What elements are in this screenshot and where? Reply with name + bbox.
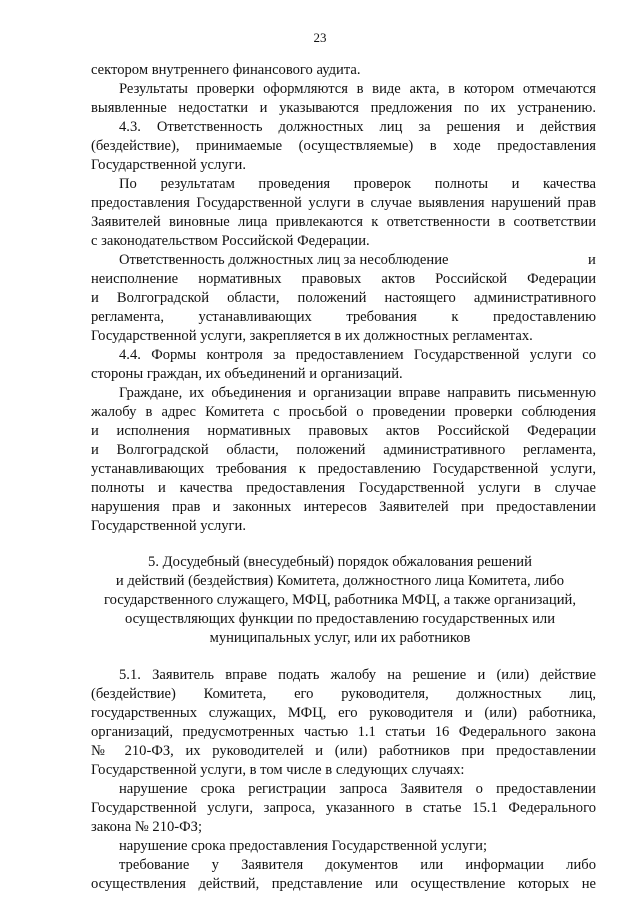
section-heading-line: и действий (бездействия) Комитета, должностного лица Комитета, либо (115, 573, 565, 589)
section-heading-line: осуществляющих функции по предоставлению государственных или (124, 611, 556, 627)
section-heading-line: государственного служащего, МФЦ, работника МФЦ, а также организаций, (104, 592, 576, 608)
text-line: Заявителей виновные лица привлекаются к ответственности в соответствии (91, 214, 596, 230)
text-line: (бездействие) Комитета, его руководителя, должностных лиц, (91, 686, 596, 702)
text-line: нарушения прав и законных интересов Заявителей при предоставлении (91, 499, 596, 515)
text-line: нарушение срока регистрации запроса Заявителя о предоставлении (119, 781, 596, 797)
text-line: с законодательством Российской Федерации. (91, 233, 370, 249)
text-line: № 210-ФЗ, их руководителей и (или) работников при предоставлении (91, 743, 596, 759)
text-line: Государственной услуги, закрепляется в их должностных регламентах. (91, 328, 533, 344)
text-line: стороны граждан, их объединений и организаций. (91, 366, 403, 382)
section-heading-line: муниципальных услуг, или их работников (209, 630, 471, 646)
text-line: жалобу в адрес Комитета с просьбой о проведении проверки соблюдения (91, 404, 596, 420)
text-line: (бездействие), принимаемые (осуществляемые) в ходе предоставления (91, 138, 596, 154)
text-line: По результатам проведения проверок полноты и качества (119, 176, 596, 192)
text-line: Государственной услуги, в том числе в следующих случаях: (91, 762, 465, 778)
text-line: выявленные недостатки и указываются предложения по их устранению. (91, 100, 596, 116)
text-line: и Волгоградской области, положений настоящего административного (91, 290, 596, 306)
text-line: Государственной услуги. (91, 157, 246, 173)
text-line: Государственной услуги. (91, 518, 246, 534)
text-line: Результаты проверки оформляются в виде акта, в котором отмечаются (119, 81, 596, 97)
section-heading-line: 5. Досудебный (внесудебный) порядок обжалования решений (148, 554, 532, 570)
text-line: и исполнения нормативных правовых актов Российской Федерации (91, 423, 596, 439)
text-line: предоставления Государственной услуги в случае выявления нарушений прав (91, 195, 596, 211)
text-line: 4.4. Формы контроля за предоставлением Государственной услуги со (119, 347, 596, 363)
text-line: осуществления действий, представление или осуществление которых не (91, 876, 596, 892)
text-line: Граждане, их объединения и организации вправе направить письменную (119, 385, 596, 401)
text-line: 4.3. Ответственность должностных лиц за решения и действия (119, 119, 596, 135)
text-line: и Волгоградской области, положений административного регламента, (91, 442, 596, 458)
page-number: 23 (313, 30, 327, 45)
text-line: устанавливающих требования к предоставлению Государственной услуги, (91, 461, 596, 477)
text-line: Ответственность должностных лиц за несоблюдение (119, 252, 449, 268)
text-line: 5.1. Заявитель вправе подать жалобу на решение и (или) действие (119, 667, 596, 683)
text-line: сектором внутреннего финансового аудита. (91, 62, 361, 78)
text-line: организаций, предусмотренных частью 1.1 статьи 16 Федерального закона (91, 724, 596, 740)
text-line: требование у Заявителя документов или информации либо (119, 857, 596, 873)
text-line: неисполнение нормативных правовых актов Российской Федерации (91, 271, 596, 287)
text-line: Государственной услуги, запроса, указанного в статье 15.1 Федерального (91, 800, 596, 816)
text-line: государственных служащих, МФЦ, его руководителя и (или) работника, (91, 705, 596, 721)
text-line: и (588, 252, 596, 268)
text-line: полноты и качества предоставления Государственной услуги в случае (91, 480, 596, 496)
text-line: закона № 210-ФЗ; (91, 819, 203, 835)
text-line: нарушение срока предоставления Государственной услуги; (119, 838, 488, 854)
text-line: регламента, устанавливающих требования к предоставлению (91, 309, 596, 325)
